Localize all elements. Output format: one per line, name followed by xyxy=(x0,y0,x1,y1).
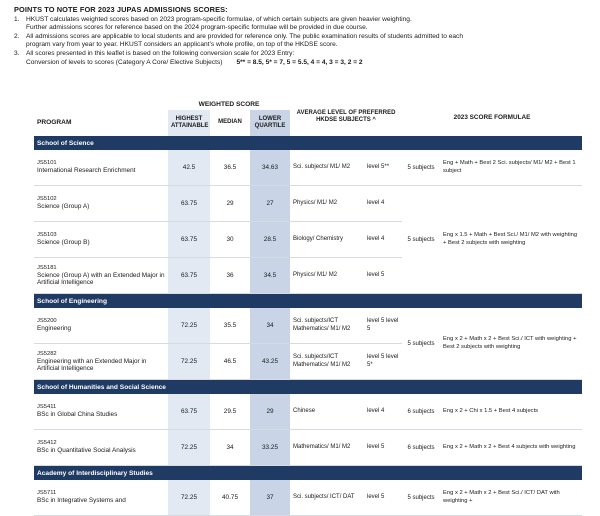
program-code: JS5181 xyxy=(37,264,57,271)
section-header-engineering: School of Engineering xyxy=(34,294,582,309)
program-name: BSc in Quantitative Social Analysis xyxy=(37,447,136,455)
program-name: Engineering xyxy=(37,325,72,333)
score-formula: Eng x 2 + Math x 2 + Best Sci./ ICT/ DAT with weighting + xyxy=(440,480,582,516)
program-cell xyxy=(34,480,168,516)
note-line xyxy=(14,16,592,25)
median-value: 35.5 xyxy=(210,308,250,344)
median-value: 40.75 xyxy=(210,480,250,516)
average-level: level 5 xyxy=(364,258,402,294)
preferred-subjects: Physics/ M1/ M2 xyxy=(290,186,364,222)
highest-value: 72.25 xyxy=(168,430,210,466)
subject-count: 5 subjects xyxy=(402,480,440,516)
program-name: Science (Group A) xyxy=(37,203,90,211)
highest-value: 72.25 xyxy=(168,344,210,380)
note-number xyxy=(14,41,26,50)
program-code: JS5412 xyxy=(37,440,57,447)
program-cell xyxy=(34,344,168,380)
program-name: Engineering with an Extended Major in Artificial Intelligence xyxy=(37,357,147,372)
preferred-subjects: Sci. subjects/ICT Mathematics/ M1/ M2 xyxy=(290,308,364,344)
note-text: All scores presented in this leaflet is based on the following conversion scale for 2023 Entry: xyxy=(26,49,295,57)
note-text: HKUST calculates weighted scores based on 2023 program-specific formulae, of which certain subjects are given heavier weighting. xyxy=(26,15,412,23)
admissions-score-table xyxy=(34,98,582,516)
highest-value: 63.75 xyxy=(168,186,210,222)
program-cell xyxy=(34,394,168,430)
average-level: level 5 level 5 xyxy=(364,308,402,344)
conversion-label: Conversion of levels to scores (Category A Core/ Elective Subjects) xyxy=(26,58,223,66)
average-level: level 4 xyxy=(364,186,402,222)
table-row xyxy=(34,430,582,466)
formulae-header: 2023 SCORE FORMULAE xyxy=(453,113,531,121)
note-line xyxy=(14,24,592,33)
median-header: MEDIAN xyxy=(218,119,242,126)
lower-quartile-value: 34.63 xyxy=(250,150,290,186)
note-text: All admissions scores are applicable to local students and are provided for reference only. The public examination results of students admitted to each xyxy=(26,32,464,40)
program-cell xyxy=(34,258,168,294)
preferred-subjects: Biology/ Chemistry xyxy=(290,222,364,258)
subject-count: 5 subjects xyxy=(402,308,440,380)
section-header-humanities: School of Humanities and Social Science xyxy=(34,380,582,395)
program-code: JS5282 xyxy=(37,350,57,357)
preferred-subjects: Chinese xyxy=(290,394,364,430)
note-line xyxy=(14,33,592,42)
program-cell xyxy=(34,186,168,222)
lower-quartile-value: 33.25 xyxy=(250,430,290,466)
score-formula: Eng x 2 + Math x 2 + Best 4 subjects with weighting xyxy=(440,430,582,466)
lower-quartile-value: 27 xyxy=(250,186,290,222)
lower-quartile-value: 43.25 xyxy=(250,344,290,380)
average-level-header: AVERAGE LEVEL OF PREFERRED HKDSE SUBJECTS ^ xyxy=(296,109,396,123)
program-name: BSc in Integrative Systems and xyxy=(37,497,126,505)
program-name: Science (Group A) with an Extended Major in Artificial Intelligence xyxy=(37,271,165,286)
weighted-score-header: WEIGHTED SCORE xyxy=(198,100,260,108)
note-number xyxy=(14,24,26,33)
note-number: 1. xyxy=(14,15,20,23)
lower-quartile-value: 37 xyxy=(250,480,290,516)
highest-value: 63.75 xyxy=(168,394,210,430)
subject-count: 5 subjects xyxy=(402,186,440,294)
notes-title: POINTS TO NOTE FOR 2023 JUPAS ADMISSIONS SCORES: xyxy=(14,5,228,14)
score-formula: Eng x 2 + Math x 2 + Best Sci./ ICT with weighting + Best 2 subjects with weighting xyxy=(440,308,582,380)
median-value: 30 xyxy=(210,222,250,258)
average-level: level 4 xyxy=(364,222,402,258)
highest-value: 42.5 xyxy=(168,150,210,186)
program-code: JS5102 xyxy=(37,196,57,203)
lower-quartile-value: 34.5 xyxy=(250,258,290,294)
preferred-subjects: Sci. subjects/ ICT/ DAT xyxy=(290,480,364,516)
average-level: level 5 xyxy=(364,430,402,466)
lower-quartile-value: 28.5 xyxy=(250,222,290,258)
program-cell xyxy=(34,308,168,344)
program-name: International Research Enrichment xyxy=(37,167,136,175)
section-header-science: School of Science xyxy=(34,136,582,150)
program-name: BSc in Global China Studies xyxy=(37,411,118,419)
table-row xyxy=(34,394,582,430)
score-formula: Eng + Math + Best 2 Sci. subjects/ M1/ M2 + Best 1 subject xyxy=(440,150,582,186)
median-value: 34 xyxy=(210,430,250,466)
average-level: level 4 xyxy=(364,394,402,430)
median-value: 29 xyxy=(210,186,250,222)
program-code: JS5101 xyxy=(37,160,57,167)
program-code: JS5411 xyxy=(37,404,57,411)
highest-value: 72.25 xyxy=(168,308,210,344)
note-text: program vary from year to year. HKUST considers an applicant’s whole profile, on top of the HKDSE score. xyxy=(26,41,338,49)
program-header: PROGRAM xyxy=(37,119,72,127)
conversion-scale-line xyxy=(14,59,592,68)
table-row xyxy=(34,186,582,222)
highest-value: 72.25 xyxy=(168,480,210,516)
program-code: JS5200 xyxy=(37,318,57,325)
program-cell xyxy=(34,222,168,258)
subject-count: 6 subjects xyxy=(402,394,440,430)
note-number: 2. xyxy=(14,32,20,40)
average-level: level 5 level 5* xyxy=(364,344,402,380)
table-row xyxy=(34,308,582,344)
preferred-subjects: Physics/ M1/ M2 xyxy=(290,258,364,294)
note-line xyxy=(14,50,592,59)
subject-count: 5 subjects xyxy=(402,150,440,186)
preferred-subjects: Mathematics/ M1/ M2 xyxy=(290,430,364,466)
program-cell xyxy=(34,150,168,186)
lower-quartile-value: 29 xyxy=(250,394,290,430)
average-level: level 5 xyxy=(364,480,402,516)
section-header-interdisciplinary: Academy of Interdisciplinary Studies xyxy=(34,466,582,481)
note-number: 3. xyxy=(14,49,20,57)
subject-count: 6 subjects xyxy=(402,430,440,466)
median-value: 46.5 xyxy=(210,344,250,380)
median-value: 36.5 xyxy=(210,150,250,186)
median-value: 29.5 xyxy=(210,394,250,430)
highest-value: 63.75 xyxy=(168,222,210,258)
preferred-subjects: Sci. subjects/ M1/ M2 xyxy=(290,150,364,186)
table-row xyxy=(34,150,582,186)
program-cell xyxy=(34,430,168,466)
lower-quartile-header: LOWER QUARTILE xyxy=(250,110,290,136)
conversion-scale: 5** = 8.5, 5* = 7, 5 = 5.5, 4 = 4, 3 = 3, 2 = 2 xyxy=(236,58,363,66)
preferred-subjects: Sci. subjects/ICT Mathematics/ M1/ M2 xyxy=(290,344,364,380)
note-text: Further admissions scores for reference based on the 2024 program-specific formulae will be provided in due course. xyxy=(26,24,368,32)
program-code: JS5103 xyxy=(37,232,57,239)
score-formula: Eng x 1.5 + Math + Best Sci./ M1/ M2 with weighting + Best 2 subjects with weighting xyxy=(440,186,582,294)
table-row xyxy=(34,480,582,516)
notes-block xyxy=(14,6,592,67)
lower-quartile-value: 34 xyxy=(250,308,290,344)
note-line xyxy=(14,41,592,50)
score-formula: Eng x 2 + Chi x 1.5 + Best 4 subjects xyxy=(440,394,582,430)
median-value: 36 xyxy=(210,258,250,294)
program-name: Science (Group B) xyxy=(37,239,90,247)
highest-value: 63.75 xyxy=(168,258,210,294)
program-code: JS5711 xyxy=(37,490,57,497)
highest-header: HIGHEST ATTAINABLE xyxy=(168,110,210,136)
average-level: level 5** xyxy=(364,150,402,186)
